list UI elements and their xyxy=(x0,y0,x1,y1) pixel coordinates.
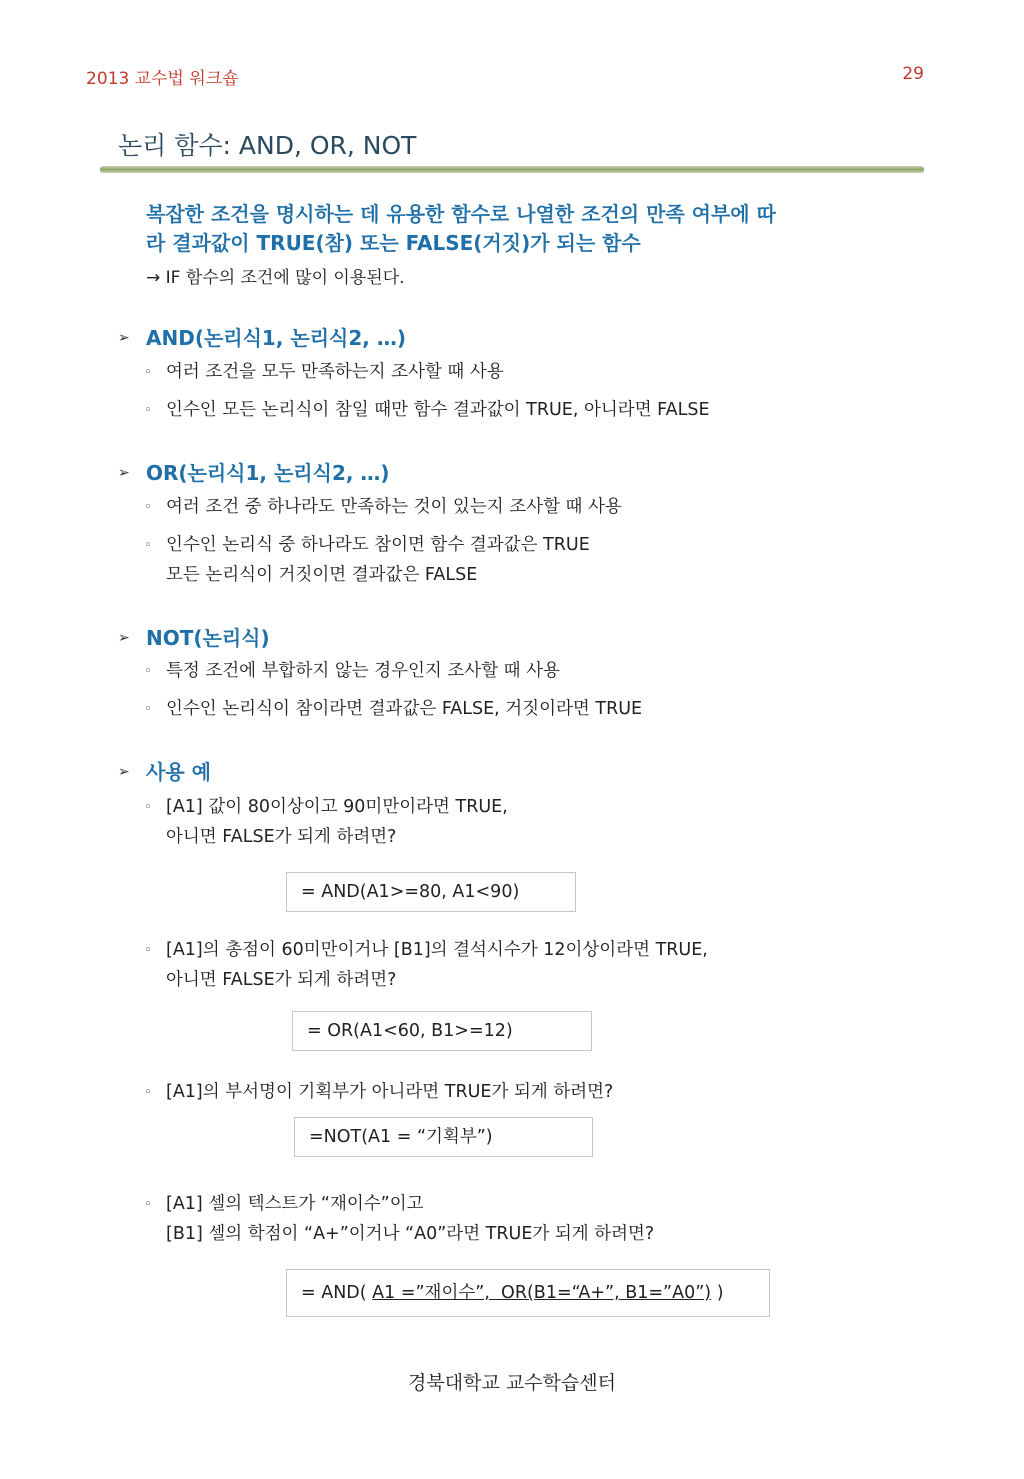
sub-bullet-icon: ◦ xyxy=(144,365,152,380)
sub-bullet-icon: ◦ xyxy=(144,1197,152,1212)
formula-box: = OR(A1<60, B1>=12) xyxy=(292,1011,592,1051)
intro-line-2: 라 결과값이 TRUE(참) 또는 FALSE(거짓)가 되는 함수 xyxy=(146,231,641,255)
formula-part-condition-2: OR(B1=“A+”, B1=”A0”) xyxy=(501,1283,712,1303)
title-divider xyxy=(100,166,924,173)
list-item: ◦ 여러 조건을 모두 만족하는지 조사할 때 사용 xyxy=(144,357,504,387)
section-or-heading: ➢ OR(논리식1, 논리식2, …) xyxy=(118,461,390,485)
list-item: ◦ 특정 조건에 부합하지 않는 경우인지 조사할 때 사용 xyxy=(144,656,560,686)
sub-bullet-icon: ◦ xyxy=(144,500,152,515)
example-item: ◦ [A1]의 총점이 60미만이거나 [B1]의 결석시수가 12이상이라면 TRUE, 아니면 FALSE가 되게 하려면? xyxy=(144,935,708,995)
formula-box: = AND( A1 =”재이수”, OR(B1=“A+”, B1=”A0”) ) xyxy=(286,1269,770,1317)
intro-description xyxy=(146,200,906,258)
section-not-heading: ➢ NOT(논리식) xyxy=(118,626,270,650)
list-item: ◦ 인수인 논리식 중 하나라도 참이면 함수 결과값은 TRUE 모든 논리식이 거짓이면 결과값은 FALSE xyxy=(144,530,590,590)
page-title: 논리 함수: AND, OR, NOT xyxy=(118,131,417,160)
example-item: ◦ [A1] 셀의 텍스트가 “재이수”이고 [B1] 셀의 학점이 “A+”이거나 “A0”라면 TRUE가 되게 하려면? xyxy=(144,1189,654,1249)
sub-bullet-icon: ◦ xyxy=(144,664,152,679)
list-item: ◦ 인수인 모든 논리식이 참일 때만 함수 결과값이 TRUE, 아니라면 FALSE xyxy=(144,395,710,425)
sub-bullet-icon: ◦ xyxy=(144,538,152,553)
sub-bullet-icon: ◦ xyxy=(144,943,152,958)
list-item: ◦ 여러 조건 중 하나라도 만족하는 것이 있는지 조사할 때 사용 xyxy=(144,492,622,522)
footer-organization: 경북대학교 교수학습센터 xyxy=(408,1372,616,1394)
intro-note: → IF 함수의 조건에 많이 이용된다. xyxy=(146,268,405,288)
example-item: ◦ [A1] 값이 80이상이고 90미만이라면 TRUE, 아니면 FALSE가 되게 하려면? xyxy=(144,792,508,852)
sub-bullet-icon: ◦ xyxy=(144,800,152,815)
bullet-arrow-icon: ➢ xyxy=(118,629,130,646)
bullet-arrow-icon: ➢ xyxy=(118,329,130,346)
section-and-heading: ➢ AND(논리식1, 논리식2, …) xyxy=(118,326,406,350)
header-workshop-title: 2013 교수법 워크숍 xyxy=(86,69,239,89)
intro-line-1: 복잡한 조건을 명시하는 데 유용한 함수로 나열한 조건의 만족 여부에 따 xyxy=(146,202,776,226)
formula-box: = AND(A1>=80, A1<90) xyxy=(286,872,576,912)
bullet-arrow-icon: ➢ xyxy=(118,763,130,780)
page-number: 29 xyxy=(902,64,924,84)
sub-bullet-icon: ◦ xyxy=(144,403,152,418)
bullet-arrow-icon: ➢ xyxy=(118,464,130,481)
list-item: ◦ 인수인 논리식이 참이라면 결과값은 FALSE, 거짓이라면 TRUE xyxy=(144,694,642,724)
formula-box: =NOT(A1 = “기획부”) xyxy=(294,1117,593,1157)
sub-bullet-icon: ◦ xyxy=(144,1085,152,1100)
section-examples-heading: ➢ 사용 예 xyxy=(118,760,211,784)
formula-part-condition-1: A1 =”재이수”, xyxy=(372,1283,490,1303)
example-item: ◦ [A1]의 부서명이 기획부가 아니라면 TRUE가 되게 하려면? xyxy=(144,1077,613,1107)
sub-bullet-icon: ◦ xyxy=(144,702,152,717)
